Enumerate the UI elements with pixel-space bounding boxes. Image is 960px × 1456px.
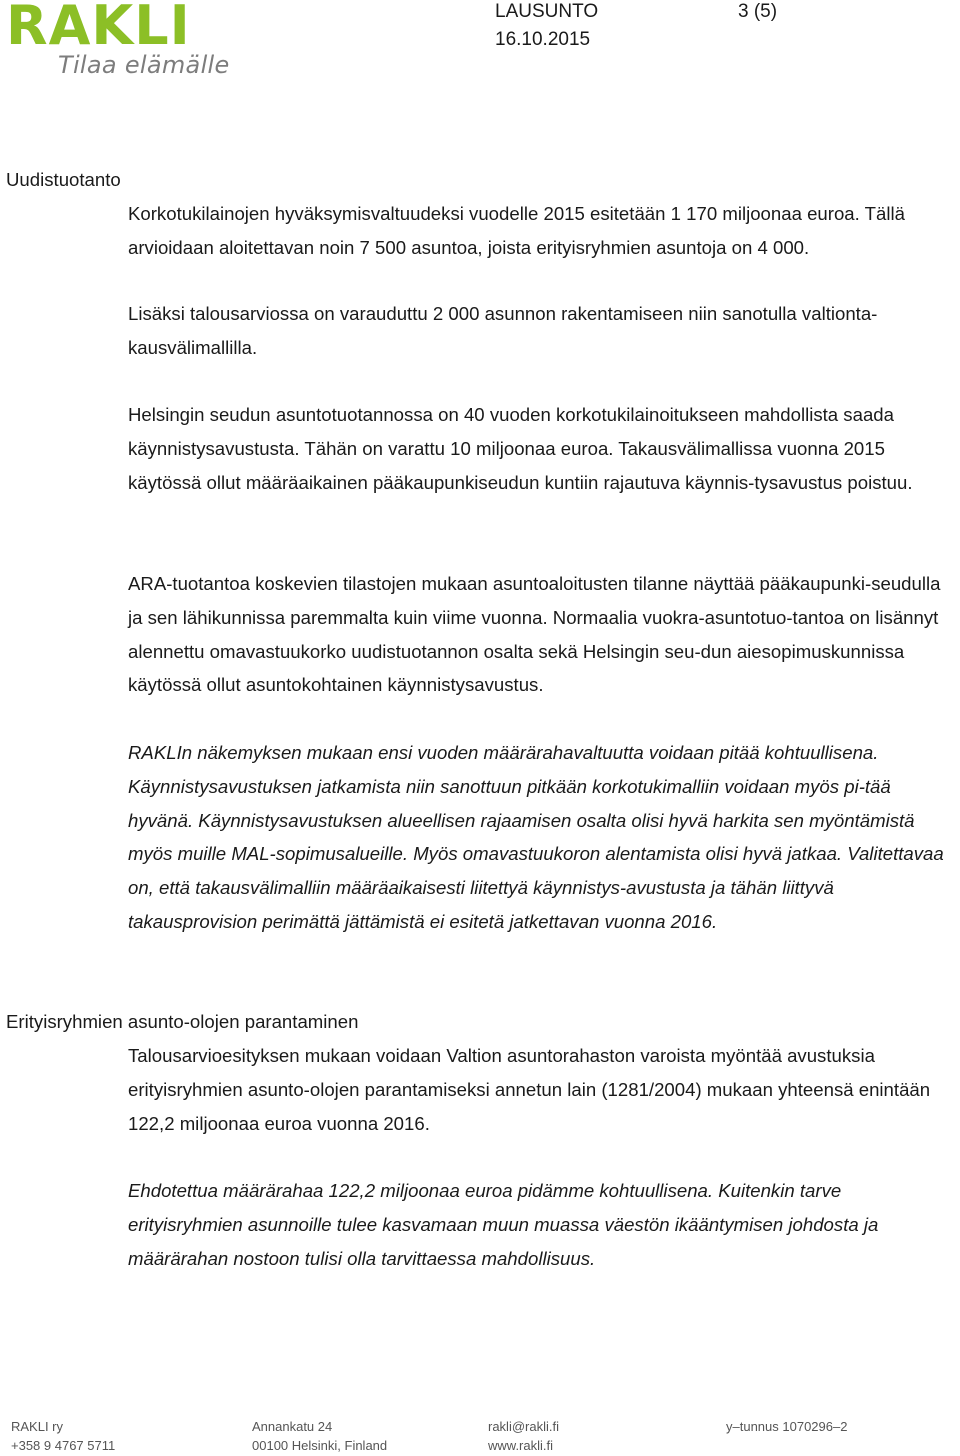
paragraph: Talousarvioesityksen mukaan voidaan Valtion asuntorahaston varoista myöntää avustuksia erityisryhmien asunto-olojen parantamiseksi annetun lain (1281/2004) mukaan yhteensä enintään 122,2 miljoonaa euroa vuonna 2016. <box>128 1045 931 1134</box>
document-type: LAUSUNTO <box>495 1 599 22</box>
footer-org: RAKLI ry <box>11 1419 64 1434</box>
logo-brand: RAKLI <box>6 0 191 57</box>
logo-tagline: Tilaa elämälle <box>58 51 230 79</box>
paragraph: Lisäksi talousarviossa on varauduttu 2 000 asunnon rakentamiseen niin sanotulla valtionta-kausvälimallilla. <box>128 303 878 358</box>
paragraph: Korkotukilainojen hyväksymisvaltuudeksi vuodelle 2015 esitetään 1 170 miljoonaa euroa. Tällä arvioidaan aloitettavan noin 7 500 asuntoa, joista erityisryhmien asuntoja on 4 000. <box>128 203 905 258</box>
footer-city: 00100 Helsinki, Finland <box>252 1438 388 1453</box>
footer-phone: +358 9 4767 5711 <box>11 1438 116 1453</box>
paragraph: ARA-tuotantoa koskevien tilastojen mukaan asuntoaloitusten tilanne näyttää pääkaupunki-seudulla ja sen lähikunnissa paremmalta kuin viime vuonna. Normaalia vuokra-asuntotuo-tantoa on lisännyt alennettu omavastuukorko uudistuotannon osalta sekä Helsingin seu-dun aiesopimuskunnissa käytössä ollut asuntokohtainen käynnistysavustus. <box>128 573 941 696</box>
paragraph-opinion: Ehdotettua määrärahaa 122,2 miljoonaa euroa pidämme kohtuullisena. Kuitenkin tarve erityisryhmien asunnoille tulee kasvamaan muun muassa väestön ikääntymisen johdosta ja määrärahan nostoon tulisi olla tarvittaessa mahdollisuus. <box>128 1180 879 1269</box>
page-number: 3 (5) <box>738 1 778 22</box>
document-date: 16.10.2015 <box>495 29 591 50</box>
footer-business-id: y–tunnus 1070296–2 <box>726 1419 848 1434</box>
paragraph-opinion: RAKLIn näkemyksen mukaan ensi vuoden määrärahavaltuutta voidaan pitää kohtuullisena. Käynnistysavustuksen jatkamista niin sanottuun pitkään korkotukimalliin voidaan myös pi-tää hyvänä. Käynnistysavustuksen alueellisen rajaamisen osalta olisi hyvä harkita sen myöntämistä myös muille MAL-sopimusalueille. Myös omavastuukoron alentamista olisi hyvä jatkaa. Valitettavaa on, että takausvälimalliin määräaikaisesti liitettyä käynnistys-avustusta ja tähän liittyvä takausprovision perimättä jättämistä ei esitetä jatkettavan vuonna 2016. <box>128 742 944 932</box>
section-heading-uudistuotanto: Uudistuotanto <box>6 169 121 190</box>
paragraph: Helsingin seudun asuntotuotannossa on 40 vuoden korkotukilainoitukseen mahdollista saada käynnistysavustusta. Tähän on varattu 10 miljoonaa euroa. Takausvälimallissa vuonna 2015 käytössä ollut määräaikainen pääkaupunkiseudun kuntiin rajautuva käynnis-tysavustus poistuu. <box>128 404 913 493</box>
footer-street: Annankatu 24 <box>252 1419 333 1434</box>
footer-email: rakli@rakli.fi <box>488 1419 559 1434</box>
section-heading-erityisryhmat: Erityisryhmien asunto-olojen parantaminen <box>6 1011 359 1032</box>
company-logo <box>6 0 246 86</box>
footer-web: www.rakli.fi <box>488 1438 554 1453</box>
